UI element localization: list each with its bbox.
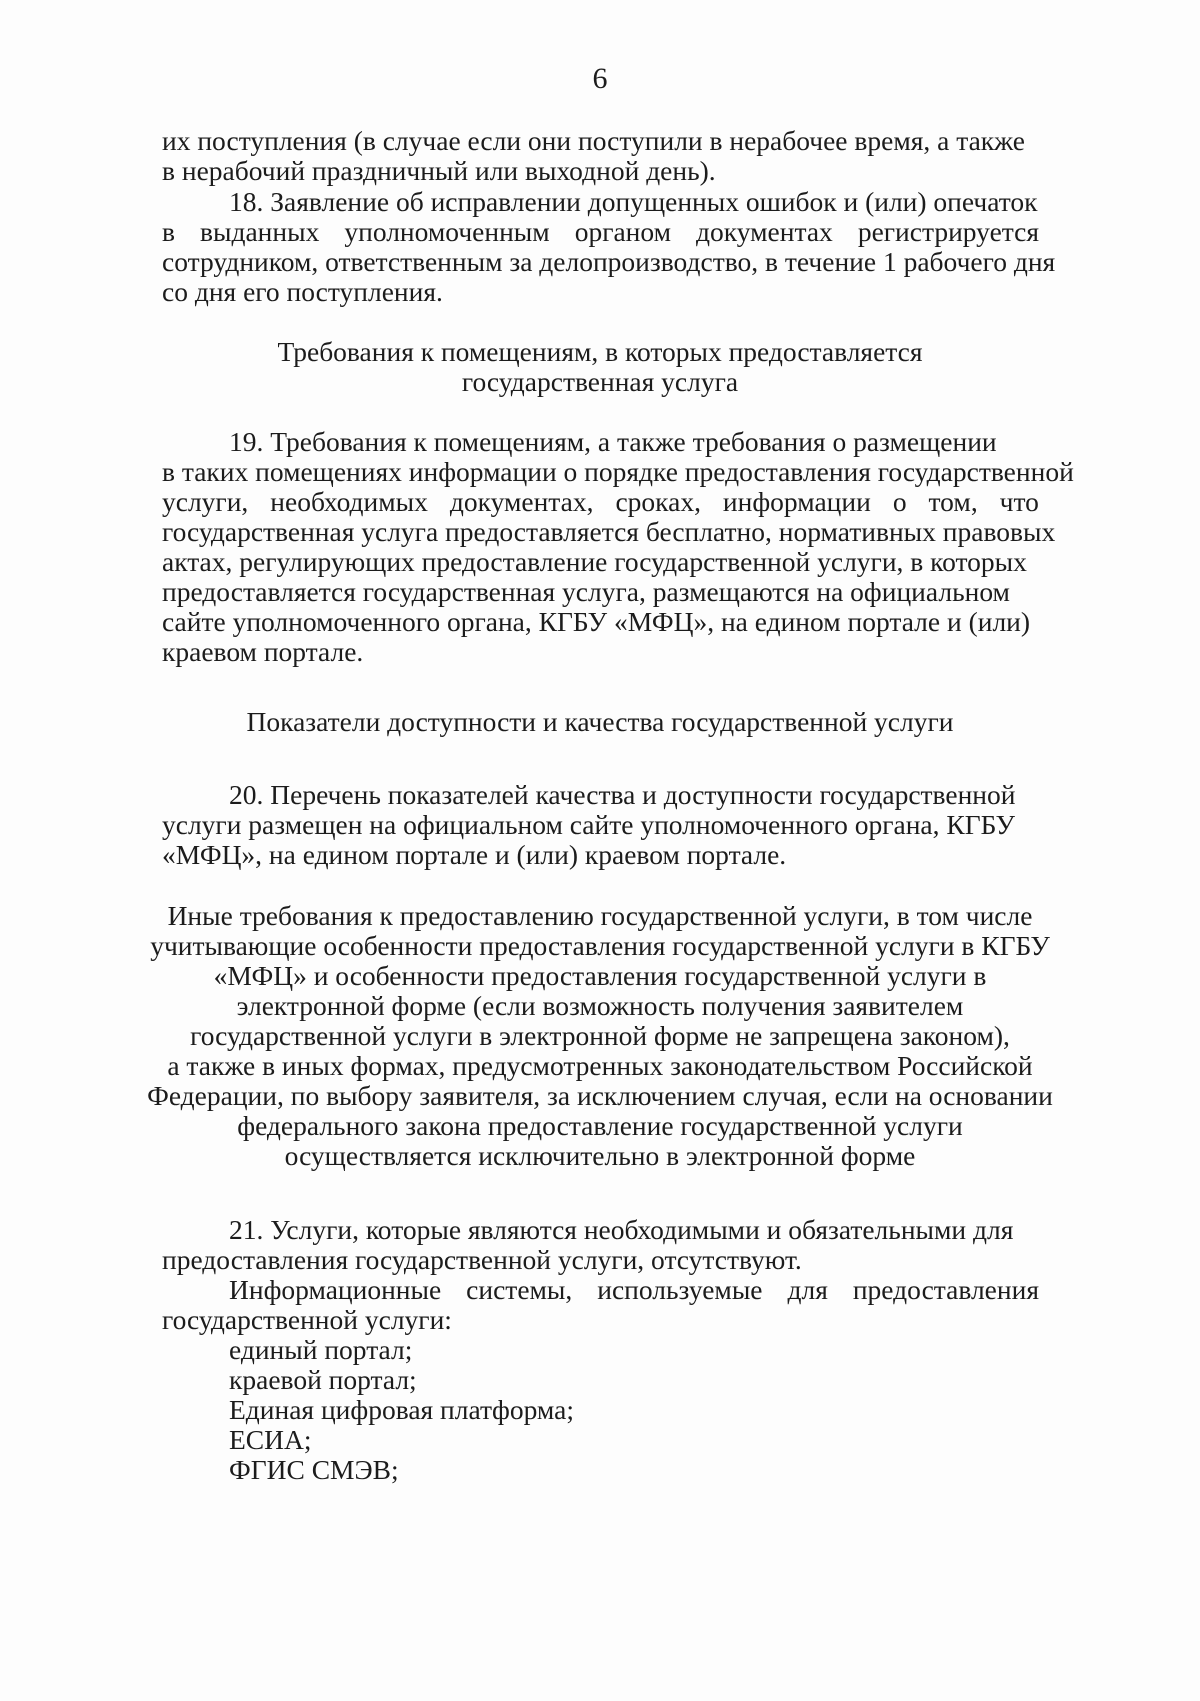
paragraph-18-line-4: со дня его поступления.: [162, 276, 443, 307]
paragraph-17-line-2: в нерабочий праздничный или выходной день).: [162, 155, 716, 186]
list-item: Единая цифровая платформа;: [229, 1394, 574, 1425]
paragraph-18-line-2: [162, 216, 1039, 248]
word: используемые: [597, 1274, 763, 1305]
section-heading-premises-line-2: государственная услуга: [461, 366, 739, 397]
section-heading-other-line-4: электронной форме (если возможность получения заявителем: [236, 990, 964, 1021]
section-heading-other-line-1: Иные требования к предоставлению государственной услуги, в том числе: [167, 900, 1033, 931]
word: выданных: [200, 216, 320, 247]
word: услуги,: [162, 486, 249, 517]
word: регистрируется: [857, 216, 1039, 247]
paragraph-19-line-6: предоставляется государственная услуга, размещаются на официальном: [162, 576, 1010, 607]
section-heading-indicators: Показатели доступности и качества государственной услуги: [246, 706, 954, 737]
word: о: [892, 486, 907, 517]
section-heading-premises-line-1: Требования к помещениям, в которых предоставляется: [277, 336, 923, 367]
word: в: [162, 216, 175, 247]
paragraph-18-line-3: сотрудником, ответственным за делопроизводство, в течение 1 рабочего дня: [162, 246, 1056, 277]
section-heading-other-line-9: осуществляется исключительно в электронной форме: [284, 1140, 916, 1171]
paragraph-19-line-2: в таких помещениях информации о порядке предоставления государственной: [162, 456, 1074, 487]
word: что: [999, 486, 1039, 517]
section-heading-other-line-3: «МФЦ» и особенности предоставления государственной услуги в: [213, 960, 987, 991]
section-heading-other-line-2: учитывающие особенности предоставления государственной услуги в КГБУ: [150, 930, 1050, 961]
paragraph-21-line-2: предоставления государственной услуги, отсутствуют.: [162, 1244, 802, 1275]
paragraph-20-line-2: услуги размещен на официальном сайте уполномоченного органа, КГБУ: [162, 809, 1015, 840]
paragraph-19-line-1: 19. Требования к помещениям, а также требования о размещении: [229, 426, 997, 457]
paragraph-18-line-1: 18. Заявление об исправлении допущенных ошибок и (или) опечаток: [229, 186, 1038, 217]
paragraph-20-line-3: «МФЦ», на едином портале и (или) краевом портале.: [162, 839, 787, 870]
section-heading-other-line-7: Федерации, по выбору заявителя, за исключением случая, если на основании: [147, 1080, 1053, 1111]
list-item: краевой портал;: [229, 1364, 417, 1395]
paragraph-19-line-8: краевом портале.: [162, 636, 364, 667]
paragraph-20-line-1: 20. Перечень показателей качества и доступности государственной: [229, 779, 1016, 810]
section-heading-other-line-5: государственной услуги в электронной форме не запрещена законом),: [190, 1020, 1010, 1051]
word: предоставления: [852, 1274, 1039, 1305]
paragraph-19-line-5: актах, регулирующих предоставление государственной услуги, в которых: [162, 546, 1027, 577]
paragraph-21-line-4: государственной услуги:: [162, 1304, 452, 1335]
word: документах: [696, 216, 833, 247]
word: органом: [574, 216, 672, 247]
section-heading-other-line-8: федерального закона предоставление государственной услуги: [237, 1110, 963, 1141]
section-heading-other-line-6: а также в иных формах, предусмотренных законодательством Российской: [167, 1050, 1033, 1081]
list-item: единый портал;: [229, 1334, 413, 1365]
paragraph-19-line-4: государственная услуга предоставляется бесплатно, нормативных правовых: [162, 516, 1056, 547]
paragraph-19-line-3: [162, 486, 1039, 518]
list-item: ЕСИА;: [229, 1424, 312, 1455]
list-item: ФГИС СМЭВ;: [229, 1454, 399, 1485]
word: системы,: [466, 1274, 573, 1305]
paragraph-19-line-7: сайте уполномоченного органа, КГБУ «МФЦ», на едином портале и (или): [162, 606, 1031, 637]
page-number: 6: [592, 62, 608, 95]
word: необходимых: [270, 486, 428, 517]
word: том,: [928, 486, 978, 517]
paragraph-21-line-1: 21. Услуги, которые являются необходимыми и обязательными для: [229, 1214, 1014, 1245]
word: уполномоченным: [344, 216, 550, 247]
word: информации: [722, 486, 871, 517]
word: сроках,: [615, 486, 701, 517]
word: Информационные: [229, 1274, 442, 1305]
word: документах,: [449, 486, 594, 517]
word: для: [787, 1274, 828, 1305]
paragraph-17-line-1: их поступления (в случае если они поступили в нерабочее время, а также: [162, 125, 1025, 156]
paragraph-21-line-3: [229, 1274, 1039, 1306]
